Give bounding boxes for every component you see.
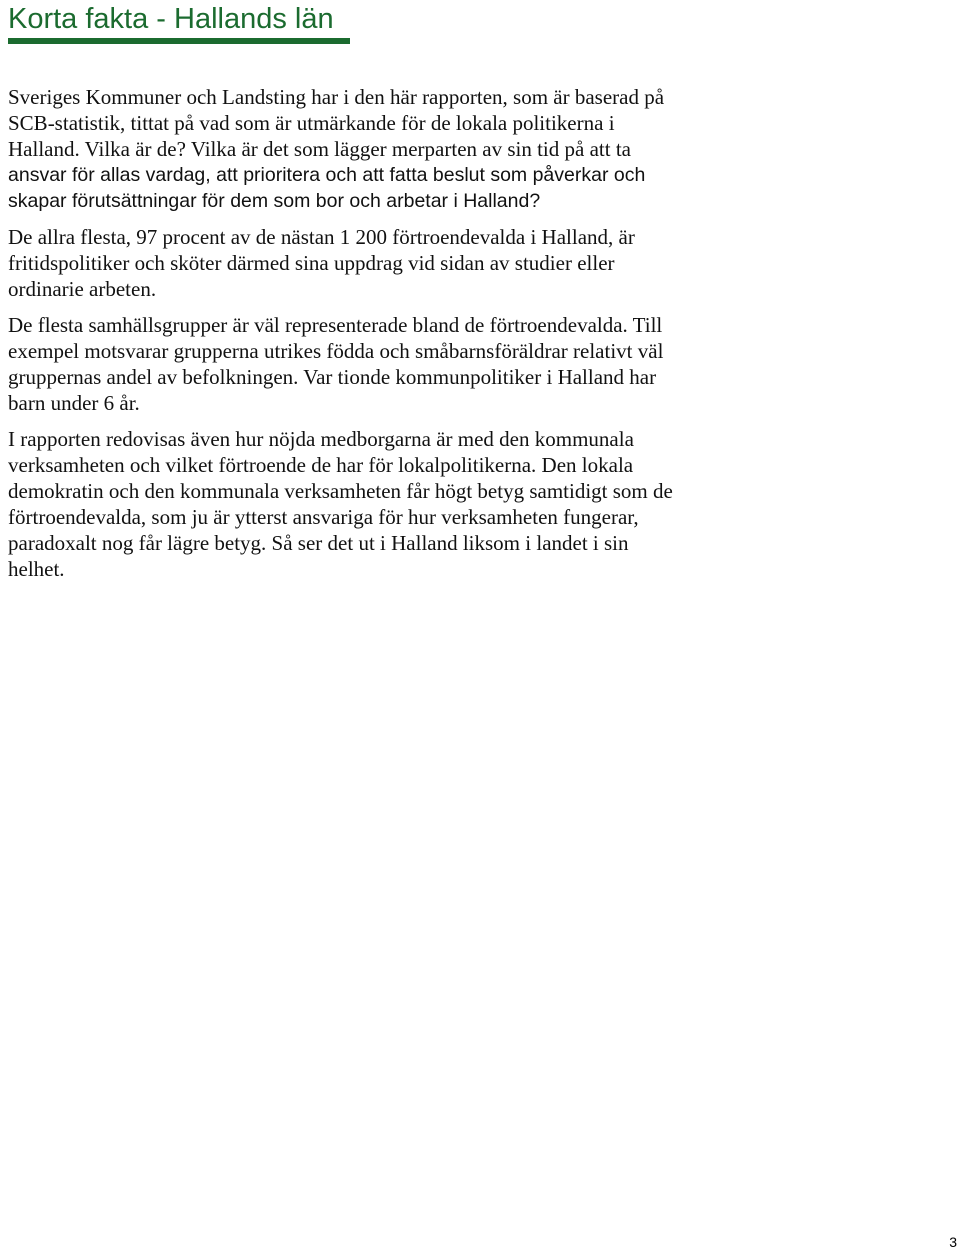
text-line: exempel motsvarar grupperna utrikes födda och småbarnsföräldrar relativt väl [8,339,664,363]
paragraph-intro [8,84,728,214]
paragraph-representation [8,312,728,416]
text-line: ordinarie arbeten. [8,277,157,301]
text-line: I rapporten redovisas även hur nöjda medborgarna är med den kommunala [8,427,634,451]
page-title: Korta fakta - Hallands län [8,3,334,35]
paragraph-fritidspolitiker [8,224,728,302]
text-line: gruppernas andel av befolkningen. Var tionde kommunpolitiker i Halland har [8,365,657,389]
body-text [8,84,728,592]
text-line: paradoxalt nog får lägre betyg. Så ser det ut i Halland liksom i landet i sin [8,531,629,555]
text-line: SCB-statistik, tittat på vad som är utmärkande för de lokala politikerna i [8,111,615,135]
text-line: helhet. [8,557,65,581]
text-line: Halland. Vilka är de? Vilka är det som lägger merparten av sin tid på att ta [8,137,631,161]
text-line: skapar förutsättningar för dem som bor och arbetar i Halland? [8,190,541,212]
text-line: förtroendevalda, som ju är ytterst ansvariga för hur verksamheten fungerar, [8,505,639,529]
text-line: De allra flesta, 97 procent av de nästan 1 200 förtroendevalda i Halland, är [8,225,635,249]
text-line: demokratin och den kommunala verksamheten får högt betyg samtidigt som de [8,479,673,503]
text-line: Sveriges Kommuner och Landsting har i den här rapporten, som är baserad på [8,85,665,109]
text-line: barn under 6 år. [8,391,140,415]
text-line: ansvar för allas vardag, att prioritera och att fatta beslut som påverkar och [8,164,646,186]
title-underline [8,38,350,44]
paragraph-satisfaction [8,426,728,582]
text-line: fritidspolitiker och sköter därmed sina uppdrag vid sidan av studier eller [8,251,615,275]
page-number: 3 [949,1234,957,1250]
text-line: De flesta samhällsgrupper är väl representerade bland de förtroendevalda. Till [8,313,663,337]
text-line: verksamheten och vilket förtroende de har för lokalpolitikerna. Den lokala [8,453,634,477]
